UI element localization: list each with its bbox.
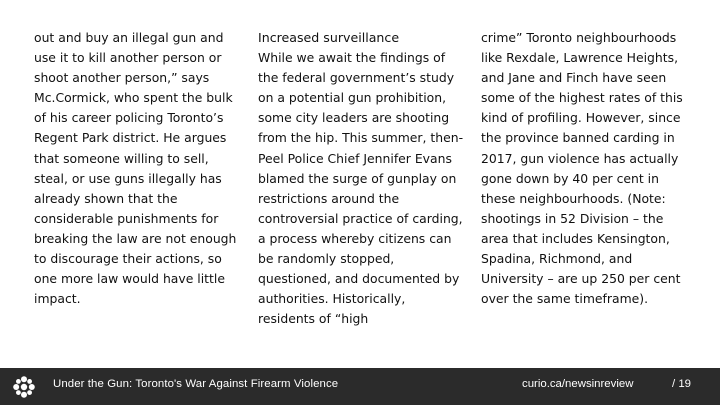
- page-number: / 19: [672, 378, 691, 390]
- column-3-text: crime” Toronto neighbourhoods like Rexdale, Lawrence Heights, and Jane and Finch have seen some of the highest rates of this kind of profiling. However, since the province banned carding in 2017, gun violence has actually gone down by 40 per cent in these neighbourhoods. (Note: shootings in 52 Division – the area that includes Kensington, Spadina, Richmond, and University – are up 250 per cent over the same timeframe).: [481, 30, 683, 307]
- footer-bar: [0, 368, 720, 405]
- article-column-3: [481, 28, 693, 309]
- section-heading: Increased surveillance: [258, 30, 400, 45]
- footer-title: Under the Gun: Toronto's War Against Firearm Violence: [53, 378, 339, 390]
- article-column-2: [258, 28, 464, 329]
- footer-site-link[interactable]: curio.ca/newsinreview: [522, 378, 634, 390]
- column-2-text: While we await the findings of the federal government’s study on a potential gun prohibition, some city leaders are shooting from the hip. This summer, then-Peel Police Chief Jennifer Evans blamed the surge of gunplay on restrictions around the controversial practice of carding, a process whereby citizens can be randomly stopped, questioned, and documented by authorities. Historically, residents of “high: [258, 50, 464, 327]
- article-column-1: [34, 28, 240, 309]
- column-1-text: out and buy an illegal gun and use it to kill another person or shoot another person,” says Mc.Cormick, who spent the bulk of his career policing Toronto’s Regent Park district. He argues that someone willing to sell, steal, or use guns illegally has already shown that the considerable punishments for breaking the law are not enough to discourage their actions, so one more law would have little impact.: [34, 30, 237, 307]
- cbc-gem-logo-icon: [12, 376, 36, 398]
